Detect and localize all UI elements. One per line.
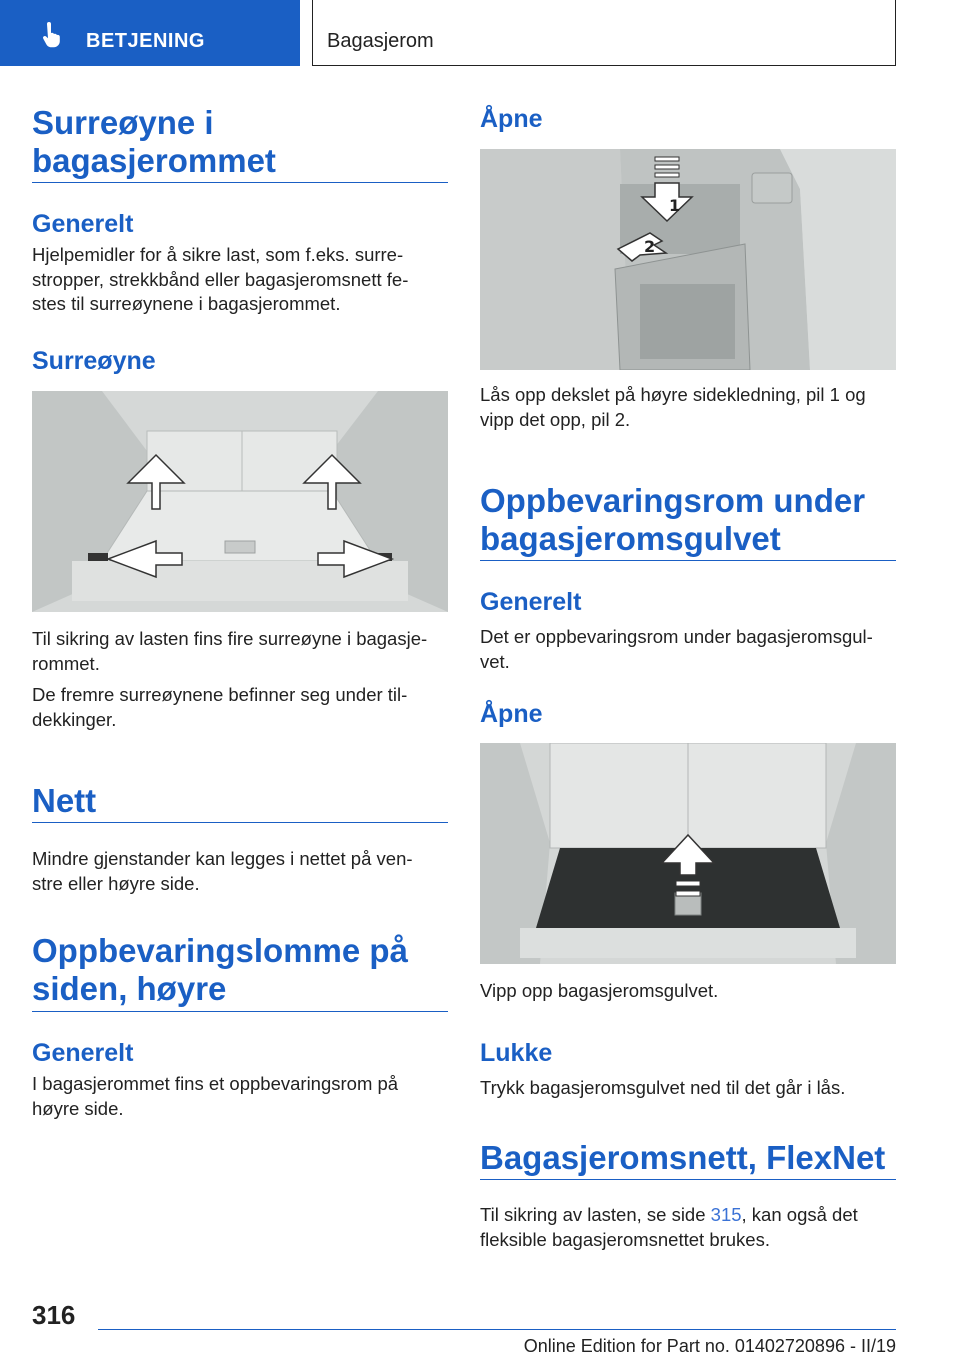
text-line: Mindre gjenstander kan legges i nettet på ven‐ bbox=[32, 848, 413, 869]
figure-side-cover bbox=[480, 149, 896, 370]
text-line: Hjelpemidler for å sikre last, som f.eks. surre‐ bbox=[32, 244, 404, 265]
chapter-tab bbox=[312, 0, 896, 66]
title-storage-under-floor bbox=[480, 482, 865, 558]
heading-apne: Åpne bbox=[480, 105, 543, 133]
text-line: Det er oppbevaringsrom under bagasjeromsgul‐ bbox=[480, 626, 873, 647]
text-line: stropper, strekkbånd eller bagasjeromsnett fe‐ bbox=[32, 268, 409, 290]
paragraph-open-floor: Vipp opp bagasjeromsgulvet. bbox=[480, 980, 719, 1001]
text-line: De fremre surreøynene befinner seg under til‐ bbox=[32, 684, 408, 705]
paragraph-storage bbox=[480, 625, 896, 674]
text-line bbox=[480, 1203, 896, 1228]
text-line: fleksible bagasjeromsnettet brukes. bbox=[480, 1228, 770, 1250]
title-line: bagasjeromsgulvet bbox=[480, 520, 781, 557]
text-line: vipp det opp, pil 2. bbox=[480, 408, 631, 430]
figure-cargo-lashing-eyes bbox=[32, 391, 448, 612]
paragraph-flexnet bbox=[480, 1203, 896, 1252]
heading-generelt: Generelt bbox=[32, 210, 134, 238]
text-segment: , kan også det bbox=[741, 1204, 858, 1225]
title-rule bbox=[32, 1011, 448, 1012]
heading-lukke: Lukke bbox=[480, 1039, 553, 1067]
section-label: BETJENING bbox=[86, 30, 205, 52]
paragraph-open-cover bbox=[480, 383, 896, 432]
title-rule bbox=[32, 822, 448, 823]
paragraph-lashing-note bbox=[32, 683, 448, 732]
page-link-315[interactable]: 315 bbox=[710, 1204, 742, 1225]
text-line: stes til surreøynene i bagasjerommet. bbox=[32, 293, 341, 314]
paragraph-close-floor: Trykk bagasjeromsgulvet ned til det går i lås. bbox=[480, 1077, 846, 1098]
title-line: Oppbevaringslomme på bbox=[32, 932, 408, 969]
title-flexnet: Bagasjeromsnett, FlexNet bbox=[480, 1139, 886, 1176]
title-line: bagasjerommet bbox=[32, 142, 276, 179]
title-rule bbox=[32, 182, 448, 183]
title-rule bbox=[480, 1179, 896, 1180]
paragraph-generelt bbox=[32, 243, 448, 317]
text-line: Lås opp dekslet på høyre sidekledning, pil 1 og bbox=[480, 384, 866, 405]
title-line: siden, høyre bbox=[32, 970, 227, 1007]
page-number: 316 bbox=[32, 1300, 76, 1330]
footer-rule bbox=[98, 1329, 896, 1330]
paragraph-lashing-caption bbox=[32, 627, 448, 676]
section-header bbox=[0, 0, 300, 66]
chapter-label: Bagasjerom bbox=[327, 30, 434, 52]
paragraph-pocket bbox=[32, 1072, 448, 1121]
text-line: vet. bbox=[480, 650, 510, 672]
title-nett: Nett bbox=[32, 782, 97, 819]
text-line: dekkinger. bbox=[32, 708, 117, 730]
paragraph-nett bbox=[32, 847, 448, 896]
text-line: I bagasjerommet fins et oppbevaringsrom på bbox=[32, 1073, 399, 1094]
arrow-label-2: 2 bbox=[644, 237, 656, 256]
title-lashing-eyes bbox=[32, 104, 276, 180]
edition-text: Online Edition for Part no. 01402720896 - II/19 bbox=[523, 1336, 896, 1356]
heading-apne: Åpne bbox=[480, 700, 543, 728]
heading-surreoyne: Surreøyne bbox=[32, 347, 156, 375]
text-line: høyre side. bbox=[32, 1097, 124, 1119]
arrow-label-1: 1 bbox=[669, 196, 681, 215]
title-rule bbox=[480, 560, 896, 561]
figure-floor-panel bbox=[480, 743, 896, 964]
heading-generelt: Generelt bbox=[32, 1039, 134, 1067]
hand-pointer-icon bbox=[40, 22, 64, 48]
heading-generelt: Generelt bbox=[480, 588, 582, 616]
text-line: rommet. bbox=[32, 652, 100, 674]
text-segment: Til sikring av lasten, se side bbox=[480, 1204, 711, 1225]
title-line: Oppbevaringsrom under bbox=[480, 482, 866, 519]
text-line: Til sikring av lasten fins fire surreøyne i bagasje‐ bbox=[32, 628, 428, 649]
title-pocket bbox=[32, 932, 408, 1008]
text-line: stre eller høyre side. bbox=[32, 872, 200, 894]
title-line: Surreøyne i bbox=[32, 104, 214, 141]
